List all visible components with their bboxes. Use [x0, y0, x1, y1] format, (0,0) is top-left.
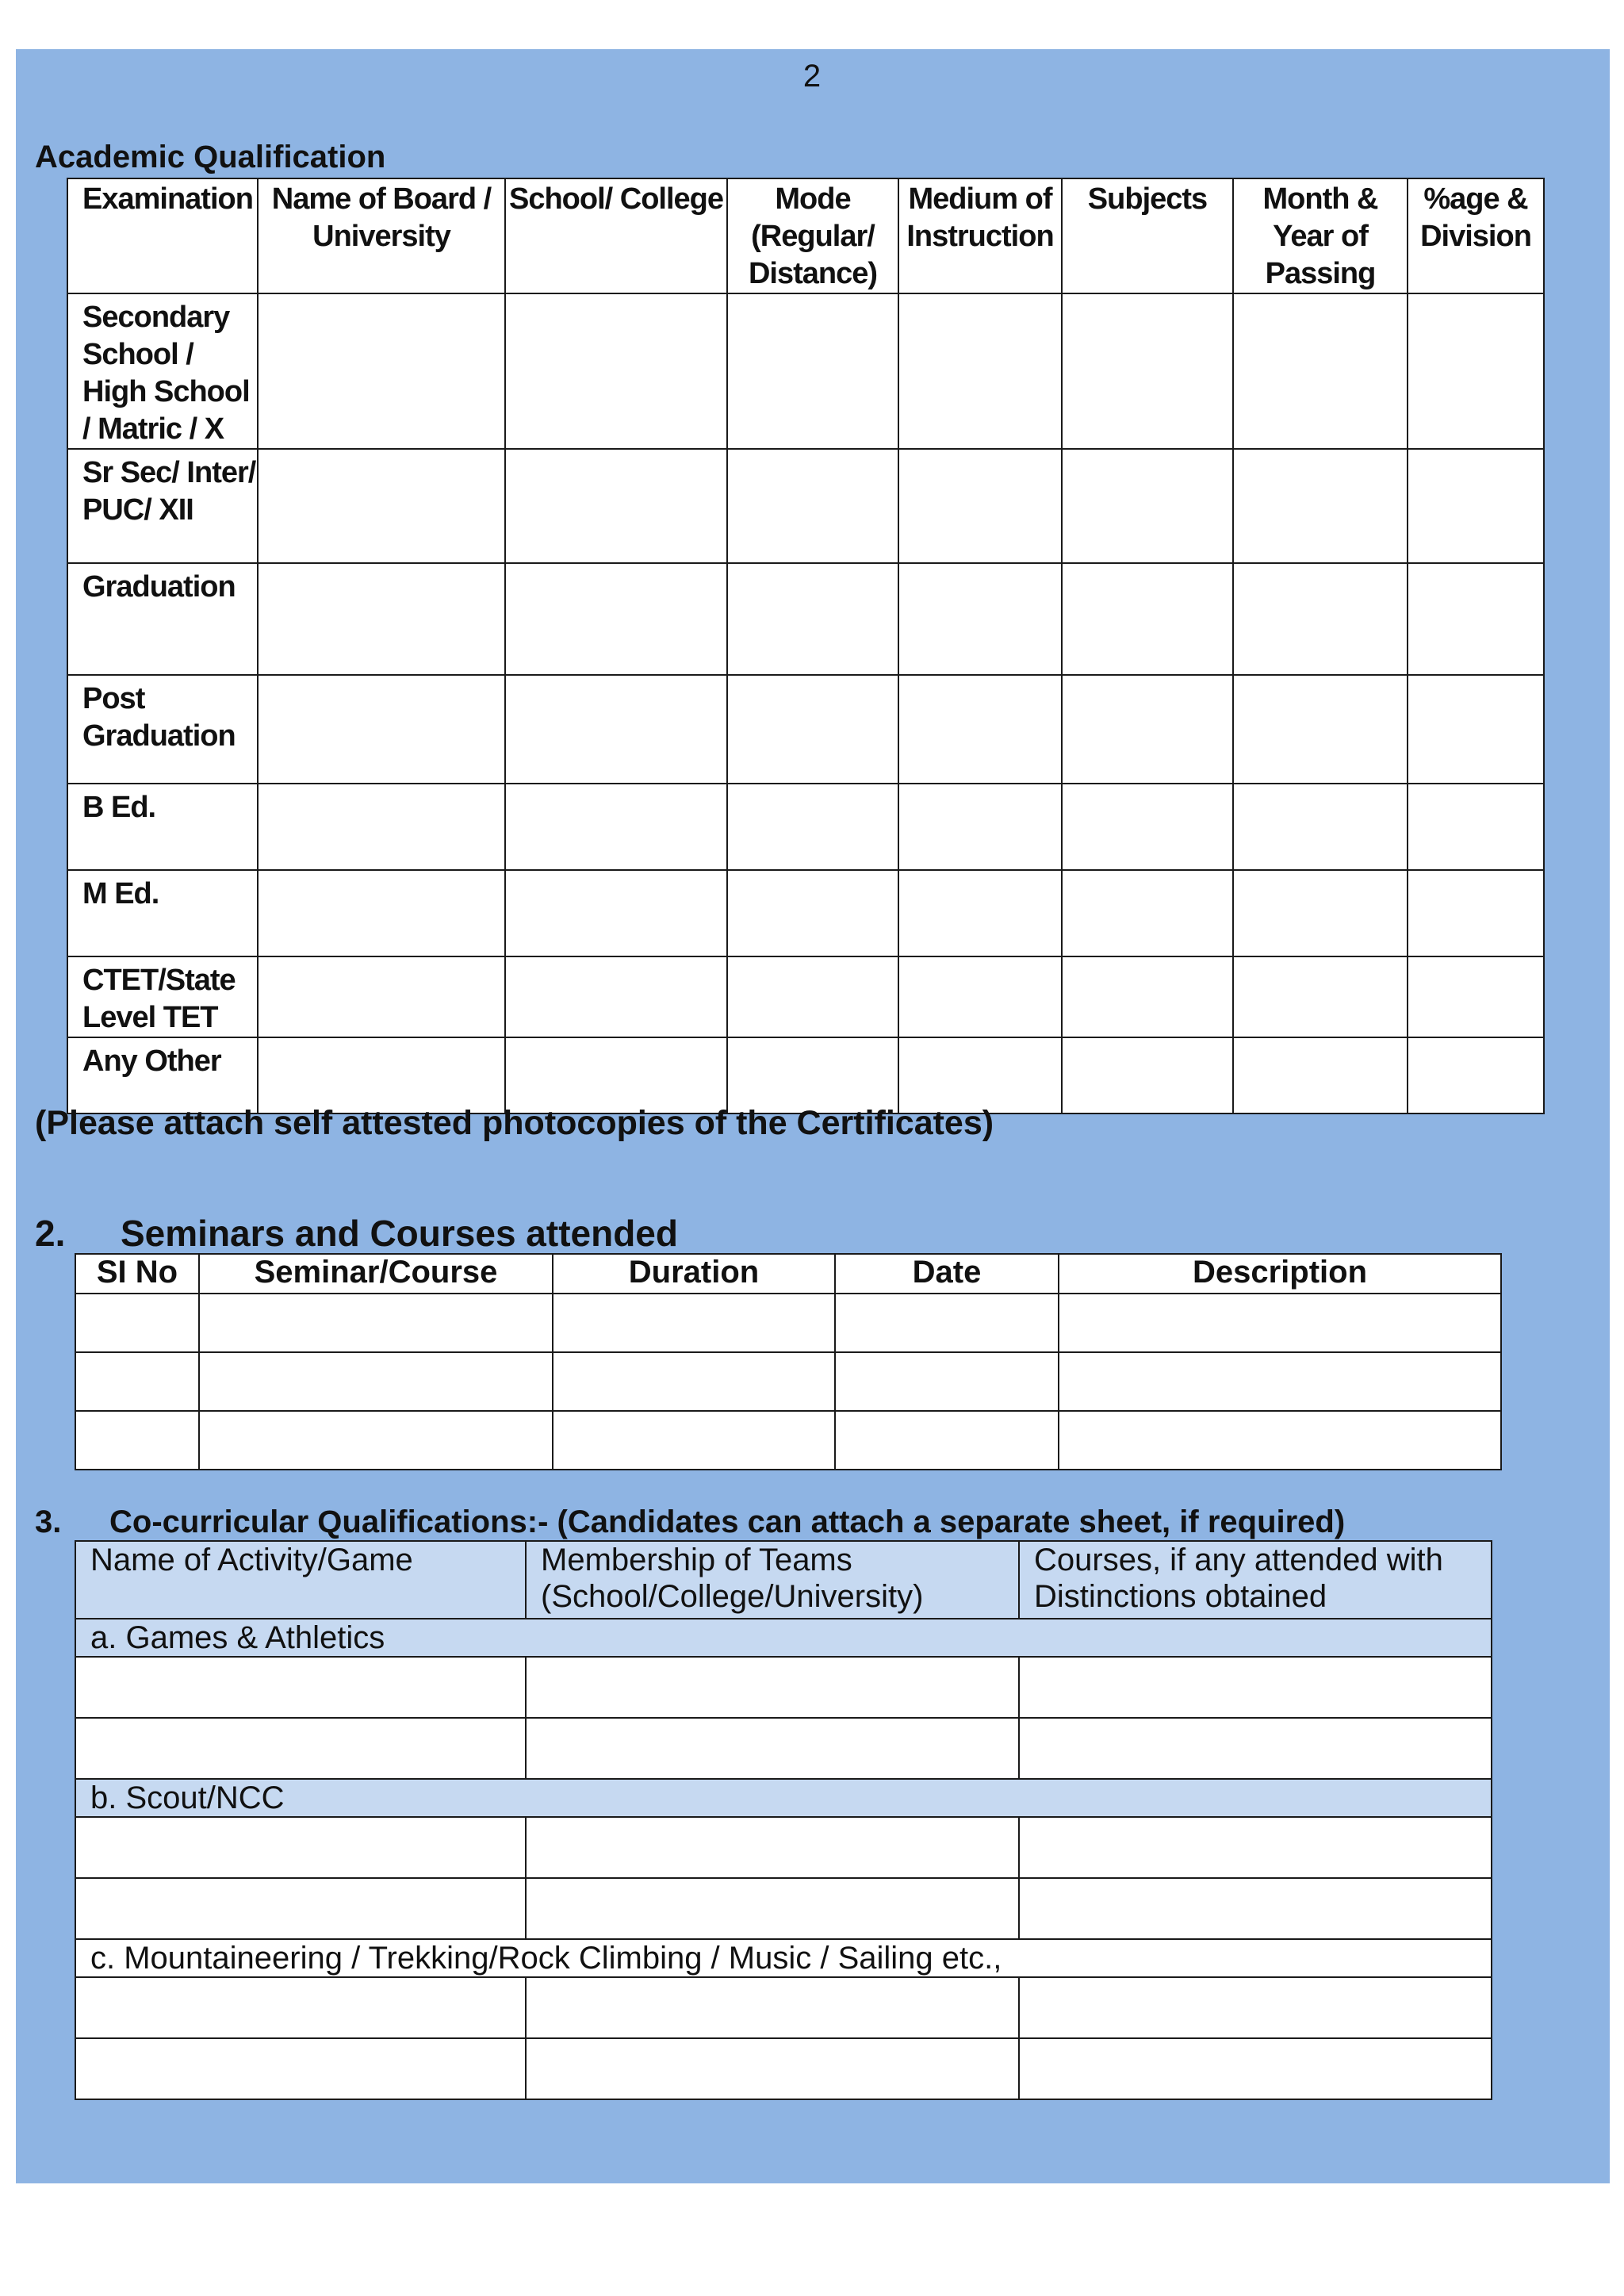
courses-cell[interactable]	[1019, 1718, 1492, 1779]
activity-cell[interactable]	[75, 1878, 526, 1939]
activity-cell[interactable]	[75, 1657, 526, 1718]
duration-cell[interactable]	[553, 1411, 835, 1470]
duration-cell[interactable]	[553, 1352, 835, 1411]
seminar-course-cell[interactable]	[199, 1294, 553, 1352]
mode-cell[interactable]	[727, 563, 898, 675]
certificates-note: (Please attach self attested photocopies of the Certificates)	[35, 1104, 994, 1142]
medium-cell[interactable]	[898, 956, 1062, 1037]
col-examination: Examination	[67, 178, 258, 293]
col-description: Description	[1059, 1254, 1501, 1294]
subjects-cell[interactable]	[1062, 293, 1233, 449]
activity-row	[75, 1878, 1492, 1939]
col-month-year: Month & Year of Passing	[1233, 178, 1408, 293]
section-games-athletics: a. Games & Athletics	[75, 1619, 1492, 1657]
row-label: M Ed.	[67, 870, 258, 956]
section-row	[75, 1939, 1492, 1977]
col-seminar-course: Seminar/Course	[199, 1254, 553, 1294]
activity-row	[75, 2038, 1492, 2099]
subjects-cell[interactable]	[1062, 784, 1233, 870]
courses-cell[interactable]	[1019, 1977, 1492, 2038]
row-label: Any Other	[67, 1037, 258, 1114]
school-cell[interactable]	[505, 675, 727, 784]
seminar-row	[75, 1352, 1501, 1411]
academic-qualification-table	[67, 178, 1545, 1114]
date-cell[interactable]	[835, 1294, 1059, 1352]
passing-cell[interactable]	[1233, 563, 1408, 675]
passing-cell[interactable]	[1233, 293, 1408, 449]
row-label: CTET/State Level TET	[67, 956, 258, 1037]
percentage-cell[interactable]	[1408, 563, 1544, 675]
section-row	[75, 1779, 1492, 1817]
row-label: Sr Sec/ Inter/ PUC/ XII	[67, 449, 258, 563]
membership-cell[interactable]	[526, 1657, 1019, 1718]
medium-cell[interactable]	[898, 1037, 1062, 1114]
membership-cell[interactable]	[526, 1817, 1019, 1878]
passing-cell[interactable]	[1233, 784, 1408, 870]
academic-header-row	[67, 178, 1544, 293]
mode-cell[interactable]	[727, 1037, 898, 1114]
passing-cell[interactable]	[1233, 1037, 1408, 1114]
mode-cell[interactable]	[727, 870, 898, 956]
col-percentage: %age & Division	[1408, 178, 1544, 293]
cocurricular-header-row	[75, 1541, 1492, 1619]
date-cell[interactable]	[835, 1352, 1059, 1411]
activity-cell[interactable]	[75, 1718, 526, 1779]
activity-row	[75, 1657, 1492, 1718]
seminars-table	[75, 1253, 1502, 1470]
medium-cell[interactable]	[898, 675, 1062, 784]
passing-cell[interactable]	[1233, 449, 1408, 563]
activity-cell[interactable]	[75, 1817, 526, 1878]
medium-cell[interactable]	[898, 870, 1062, 956]
school-cell[interactable]	[505, 784, 727, 870]
cocurricular-table	[75, 1540, 1492, 2100]
col-board-university: Name of Board / University	[258, 178, 505, 293]
cocurricular-title: Co-curricular Qualifications:- (Candidates can attach a separate sheet, if required)	[109, 1504, 1346, 1539]
percentage-cell[interactable]	[1408, 870, 1544, 956]
activity-cell[interactable]	[75, 1977, 526, 2038]
courses-cell[interactable]	[1019, 2038, 1492, 2099]
percentage-cell[interactable]	[1408, 293, 1544, 449]
seminars-header-row	[75, 1254, 1501, 1294]
academic-row	[67, 956, 1544, 1037]
si-no-cell[interactable]	[75, 1411, 199, 1470]
si-no-cell[interactable]	[75, 1294, 199, 1352]
mode-cell[interactable]	[727, 449, 898, 563]
subjects-cell[interactable]	[1062, 956, 1233, 1037]
membership-cell[interactable]	[526, 1718, 1019, 1779]
section-scout-ncc: b. Scout/NCC	[75, 1779, 1492, 1817]
seminar-row	[75, 1411, 1501, 1470]
board-cell[interactable]	[258, 1037, 505, 1114]
academic-row	[67, 293, 1544, 449]
subjects-cell[interactable]	[1062, 870, 1233, 956]
mode-cell[interactable]	[727, 956, 898, 1037]
date-cell[interactable]	[835, 1411, 1059, 1470]
school-cell[interactable]	[505, 293, 727, 449]
description-cell[interactable]	[1059, 1294, 1501, 1352]
medium-cell[interactable]	[898, 449, 1062, 563]
academic-row	[67, 1037, 1544, 1114]
col-duration: Duration	[553, 1254, 835, 1294]
activity-row	[75, 1718, 1492, 1779]
col-activity: Name of Activity/Game	[75, 1541, 526, 1619]
row-label: Graduation	[67, 563, 258, 675]
school-cell[interactable]	[505, 956, 727, 1037]
board-cell[interactable]	[258, 449, 505, 563]
board-cell[interactable]	[258, 675, 505, 784]
subjects-cell[interactable]	[1062, 563, 1233, 675]
seminars-number: 2.	[35, 1213, 66, 1254]
subjects-cell[interactable]	[1062, 449, 1233, 563]
academic-row	[67, 675, 1544, 784]
col-date: Date	[835, 1254, 1059, 1294]
activity-row	[75, 1817, 1492, 1878]
school-cell[interactable]	[505, 449, 727, 563]
school-cell[interactable]	[505, 1037, 727, 1114]
si-no-cell[interactable]	[75, 1352, 199, 1411]
academic-row	[67, 784, 1544, 870]
row-label: Post Graduation	[67, 675, 258, 784]
school-cell[interactable]	[505, 870, 727, 956]
mode-cell[interactable]	[727, 675, 898, 784]
courses-cell[interactable]	[1019, 1878, 1492, 1939]
board-cell[interactable]	[258, 784, 505, 870]
mode-cell[interactable]	[727, 784, 898, 870]
col-courses: Courses, if any attended with Distinctions obtained	[1019, 1541, 1492, 1619]
school-cell[interactable]	[505, 563, 727, 675]
board-cell[interactable]	[258, 563, 505, 675]
membership-cell[interactable]	[526, 1878, 1019, 1939]
row-label: B Ed.	[67, 784, 258, 870]
col-subjects: Subjects	[1062, 178, 1233, 293]
activity-cell[interactable]	[75, 2038, 526, 2099]
board-cell[interactable]	[258, 956, 505, 1037]
academic-row	[67, 449, 1544, 563]
subjects-cell[interactable]	[1062, 1037, 1233, 1114]
row-label: Secondary School / High School / Matric / X	[67, 293, 258, 449]
membership-cell[interactable]	[526, 2038, 1019, 2099]
percentage-cell[interactable]	[1408, 449, 1544, 563]
cocurricular-number: 3.	[35, 1504, 62, 1539]
medium-cell[interactable]	[898, 293, 1062, 449]
academic-title: Academic Qualification	[35, 140, 386, 174]
page-number: 2	[802, 59, 822, 94]
col-membership: Membership of Teams (School/College/University)	[526, 1541, 1019, 1619]
duration-cell[interactable]	[553, 1294, 835, 1352]
passing-cell[interactable]	[1233, 675, 1408, 784]
mode-cell[interactable]	[727, 293, 898, 449]
description-cell[interactable]	[1059, 1352, 1501, 1411]
description-cell[interactable]	[1059, 1411, 1501, 1470]
section-mountaineering: c. Mountaineering / Trekking/Rock Climbing / Music / Sailing etc.,	[75, 1939, 1492, 1977]
medium-cell[interactable]	[898, 784, 1062, 870]
seminar-course-cell[interactable]	[199, 1352, 553, 1411]
col-si-no: SI No	[75, 1254, 199, 1294]
section-row	[75, 1619, 1492, 1657]
academic-row	[67, 563, 1544, 675]
activity-row	[75, 1977, 1492, 2038]
percentage-cell[interactable]	[1408, 1037, 1544, 1114]
courses-cell[interactable]	[1019, 1657, 1492, 1718]
board-cell[interactable]	[258, 293, 505, 449]
subjects-cell[interactable]	[1062, 675, 1233, 784]
percentage-cell[interactable]	[1408, 956, 1544, 1037]
percentage-cell[interactable]	[1408, 675, 1544, 784]
academic-row	[67, 870, 1544, 956]
board-cell[interactable]	[258, 870, 505, 956]
col-mode: Mode (Regular/ Distance)	[727, 178, 898, 293]
courses-cell[interactable]	[1019, 1817, 1492, 1878]
medium-cell[interactable]	[898, 563, 1062, 675]
membership-cell[interactable]	[526, 1977, 1019, 2038]
seminar-row	[75, 1294, 1501, 1352]
seminars-title: Seminars and Courses attended	[121, 1213, 678, 1254]
passing-cell[interactable]	[1233, 870, 1408, 956]
percentage-cell[interactable]	[1408, 784, 1544, 870]
seminar-course-cell[interactable]	[199, 1411, 553, 1470]
col-school-college: School/ College	[505, 178, 727, 293]
col-medium: Medium of Instruction	[898, 178, 1062, 293]
passing-cell[interactable]	[1233, 956, 1408, 1037]
